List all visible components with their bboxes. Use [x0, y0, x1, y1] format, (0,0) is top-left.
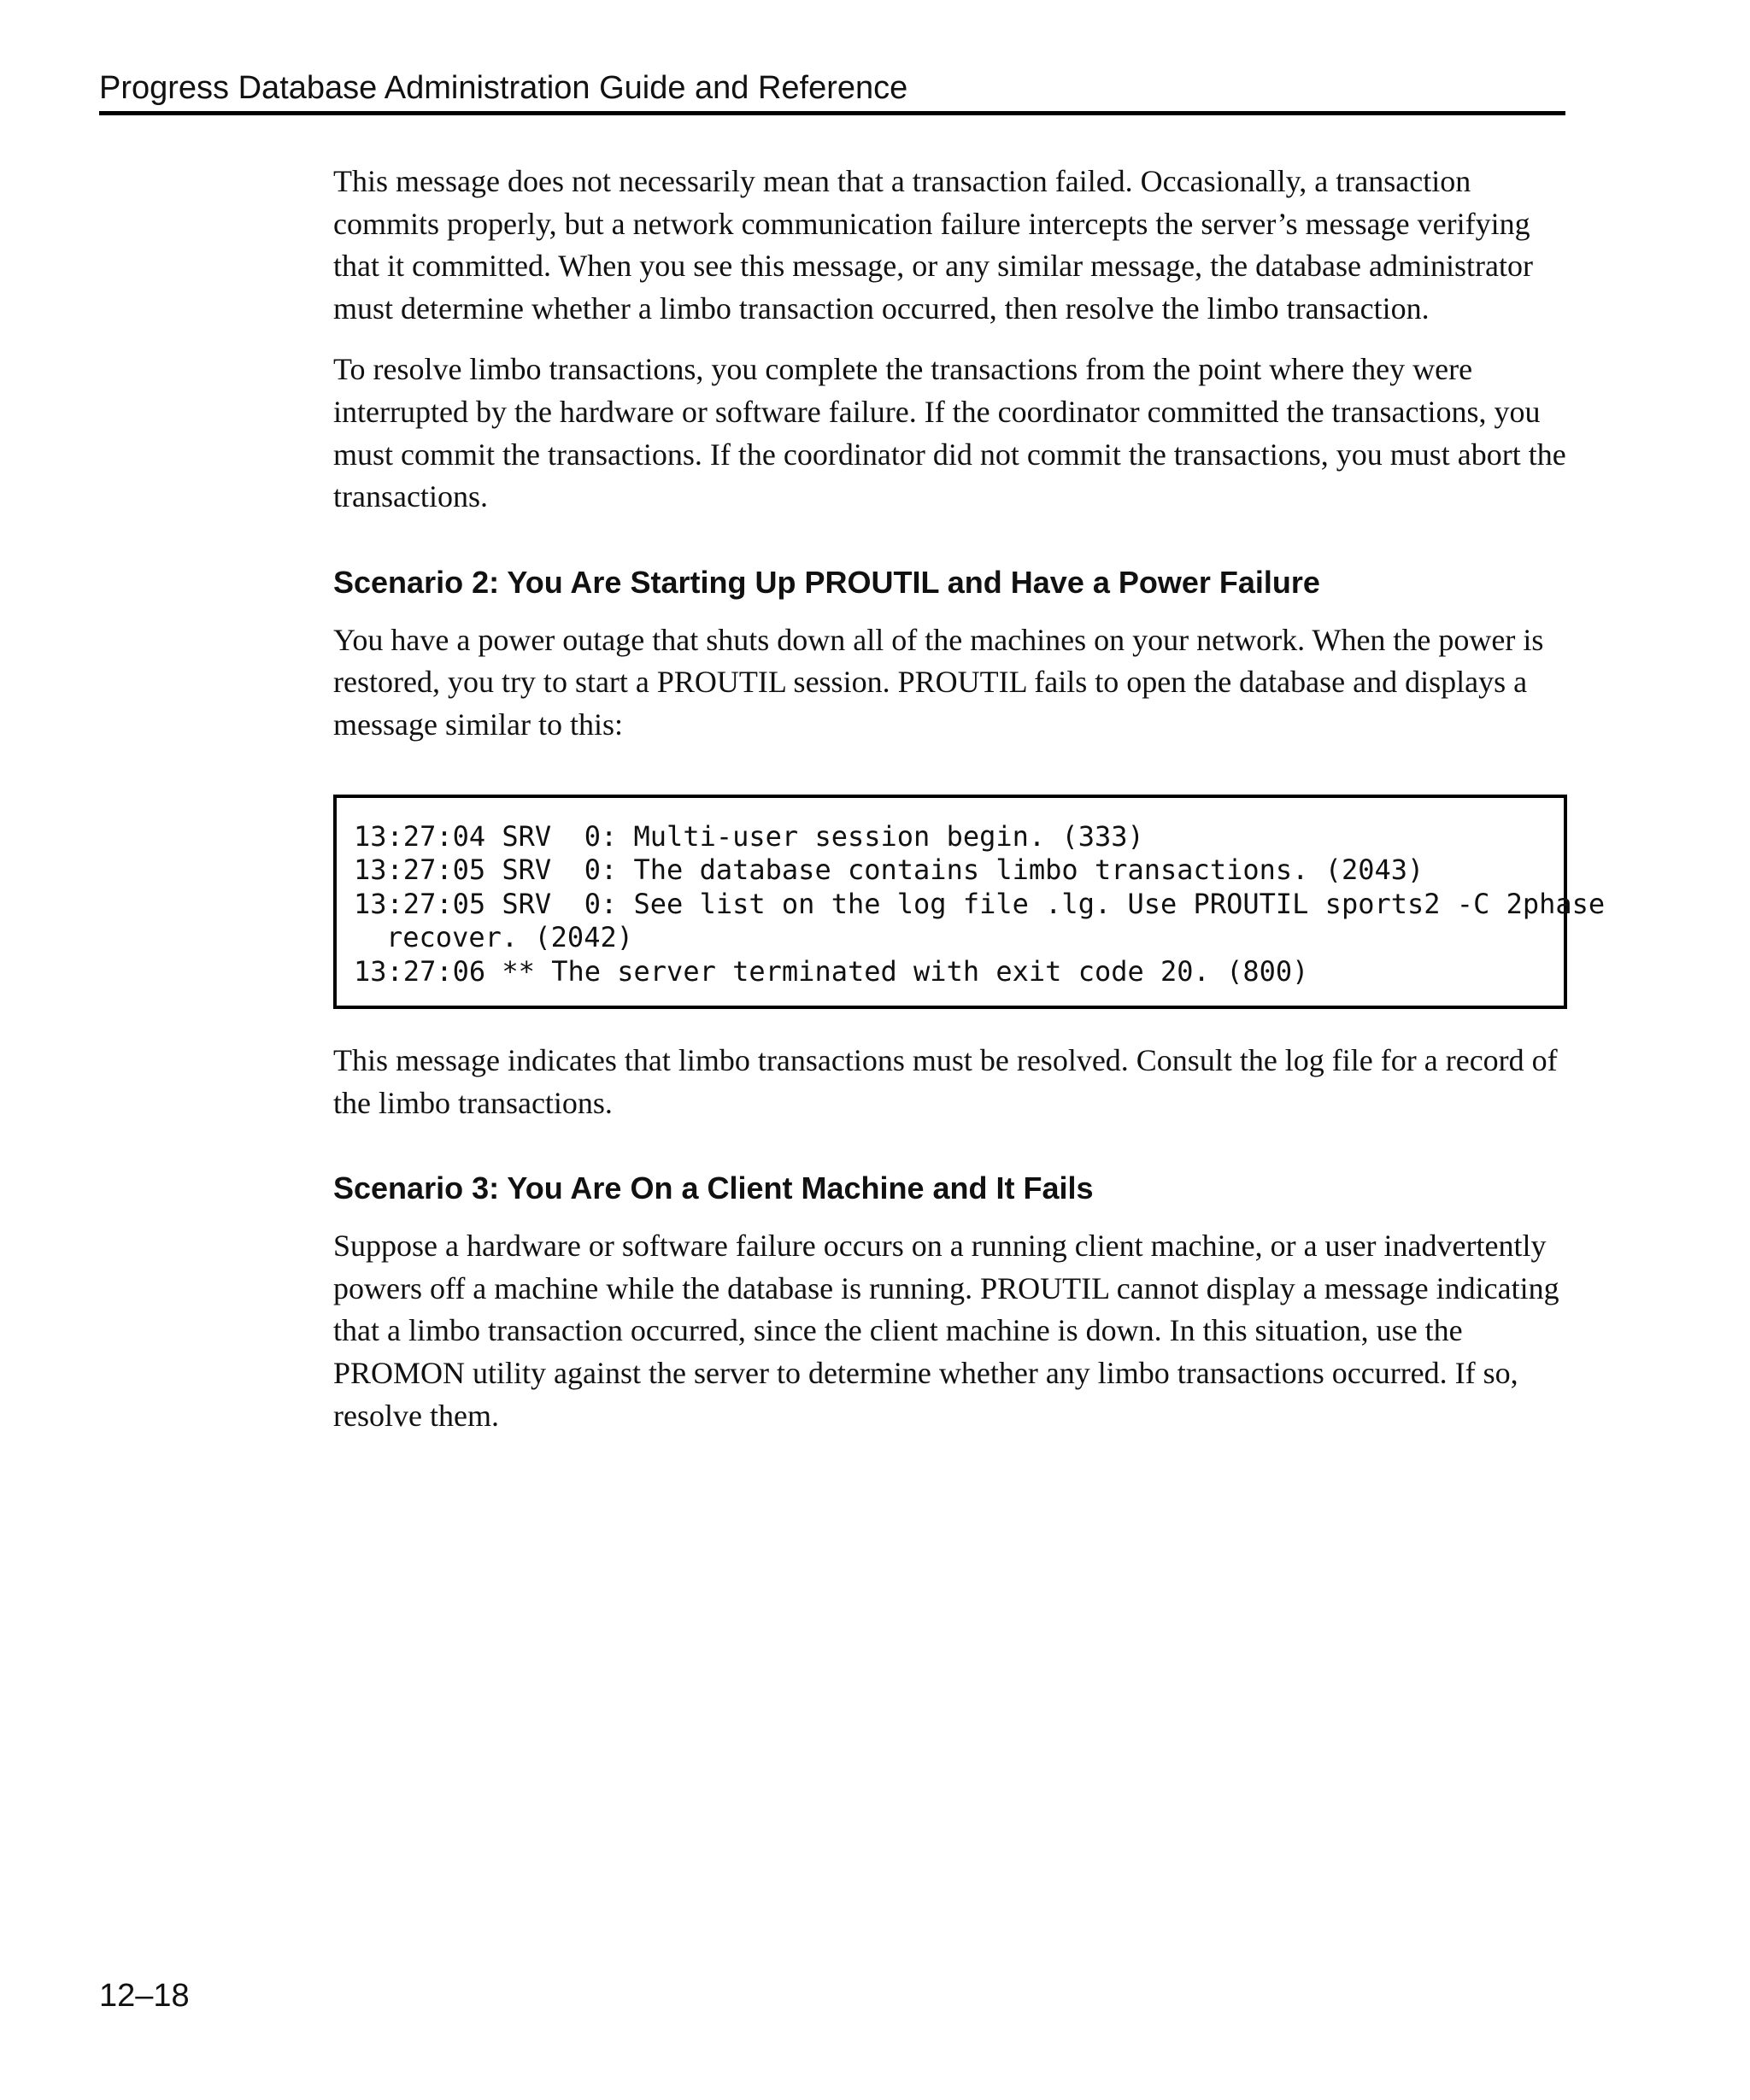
paragraph-limbo-message: This message does not necessarily mean that a transaction failed. Occasionally, a transaction commits properly, but a network communication failure intercepts the server’s message verifying that it committed. When you see this message, or any similar message, the database administrator must determine whether a limbo transaction occurred, then resolve the limbo transaction. [333, 164, 1533, 326]
code-line: 13:27:04 SRV 0: Multi-user session begin. (333) [354, 819, 1144, 853]
code-line: 13:27:06 ** The server terminated with exit code 20. (800) [354, 954, 1309, 988]
heading-scenario-3: Scenario 3: You Are On a Client Machine and It Fails [333, 1170, 1094, 1206]
paragraph-scenario-3: Suppose a hardware or software failure occurs on a running client machine, or a user inadvertently powers off a machine while the database is running. PROUTIL cannot display a message indicating that a limbo transaction occurred, since the client machine is down. In this situation, use the PROMON utility against the server to determine whether any limbo transactions occurred. If so, resolve them. [333, 1229, 1559, 1433]
paragraph-scenario-2-intro: You have a power outage that shuts down all of the machines on your network. When the power is restored, you try to start a PROUTIL session. PROUTIL fails to open the database and displays a message similar to this: [333, 622, 1544, 742]
code-line: 13:27:05 SRV 0: See list on the log file .lg. Use PROUTIL sports2 -C 2phase [354, 887, 1606, 920]
code-line: 13:27:05 SRV 0: The database contains limbo transactions. (2043) [354, 853, 1424, 887]
code-line-continuation: recover. (2042) [386, 921, 633, 954]
page-number: 12–18 [99, 1978, 190, 2014]
header-rule [99, 111, 1565, 115]
heading-scenario-2: Scenario 2: You Are Starting Up PROUTIL and Have a Power Failure [333, 564, 1320, 600]
code-example [333, 795, 1606, 1010]
paragraph-resolve-limbo: To resolve limbo transactions, you complete the transactions from the point where they were interrupted by the hardware or software failure. If the coordinator committed the transactions, you must commit the transactions. If the coordinator did not commit the transactions, you must abort the transactions. [333, 352, 1566, 514]
page-content [333, 161, 1606, 1456]
paragraph-scenario-2-after: This message indicates that limbo transactions must be resolved. Consult the log file for a record of the limbo transactions. [333, 1043, 1558, 1120]
running-header: Progress Database Administration Guide and Reference [99, 70, 908, 106]
